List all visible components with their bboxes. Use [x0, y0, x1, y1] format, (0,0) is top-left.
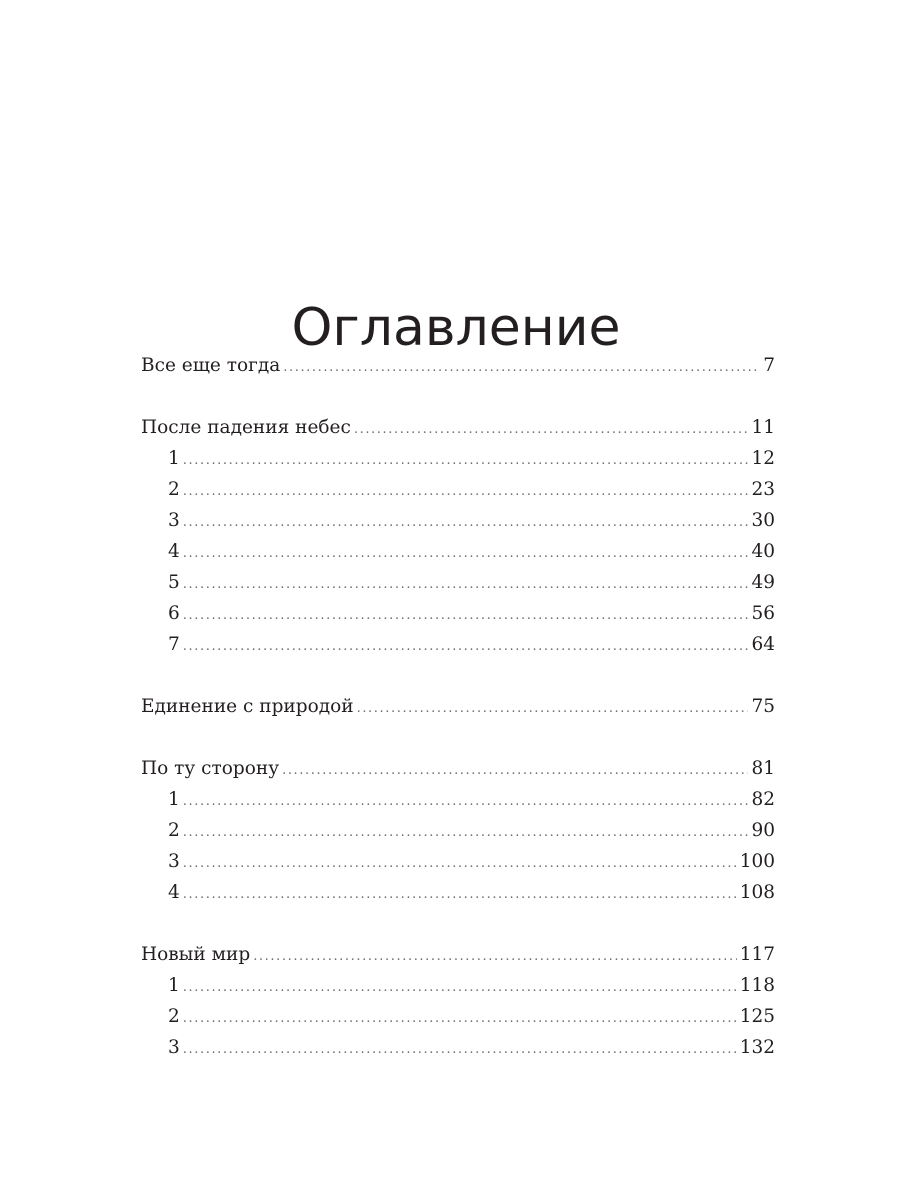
toc-page-number: 108 — [739, 882, 775, 903]
toc-chapter-row[interactable] — [141, 1001, 775, 1032]
dot-leader — [183, 1003, 737, 1034]
dot-leader — [183, 538, 749, 569]
table-of-contents — [141, 350, 775, 1063]
toc-page-number: 64 — [751, 634, 775, 655]
toc-section-row[interactable] — [141, 753, 775, 784]
dot-leader — [357, 693, 749, 724]
toc-section-title: По ту сторону — [141, 758, 280, 779]
toc-chapter-number: 1 — [168, 789, 180, 810]
dot-leader — [282, 755, 748, 786]
dot-leader — [354, 414, 749, 445]
section-spacer — [141, 660, 775, 691]
toc-page-number: 30 — [751, 510, 775, 531]
toc-chapter-row[interactable] — [141, 629, 775, 660]
page-title: Оглавление — [291, 297, 621, 358]
toc-page-number: 82 — [751, 789, 775, 810]
toc-chapter-number: 1 — [168, 975, 180, 996]
dot-leader — [183, 1034, 737, 1065]
toc-chapter-row[interactable] — [141, 536, 775, 567]
dot-leader — [183, 569, 749, 600]
dot-leader — [253, 941, 737, 972]
dot-leader — [283, 352, 760, 383]
toc-chapter-row[interactable] — [141, 598, 775, 629]
toc-section-row[interactable] — [141, 412, 775, 443]
dot-leader — [183, 507, 749, 538]
toc-page-number: 56 — [751, 603, 775, 624]
toc-page-number: 132 — [739, 1037, 775, 1058]
toc-chapter-number: 3 — [168, 510, 180, 531]
toc-chapter-row[interactable] — [141, 877, 775, 908]
toc-chapter-row[interactable] — [141, 970, 775, 1001]
dot-leader — [183, 817, 749, 848]
toc-chapter-number: 3 — [168, 1037, 180, 1058]
toc-chapter-number: 7 — [168, 634, 180, 655]
toc-page-number: 75 — [751, 696, 775, 717]
dot-leader — [183, 600, 749, 631]
toc-page-number: 81 — [751, 758, 775, 779]
toc-page-number: 23 — [751, 479, 775, 500]
toc-section-row[interactable] — [141, 691, 775, 722]
toc-chapter-row[interactable] — [141, 505, 775, 536]
toc-section-row[interactable] — [141, 939, 775, 970]
toc-chapter-number: 6 — [168, 603, 180, 624]
dot-leader — [183, 972, 737, 1003]
dot-leader — [183, 476, 749, 507]
toc-page-number: 90 — [751, 820, 775, 841]
toc-section-title: Все еще тогда — [141, 355, 281, 376]
section-spacer — [141, 722, 775, 753]
toc-chapter-row[interactable] — [141, 567, 775, 598]
toc-chapter-number: 4 — [168, 541, 180, 562]
toc-page-number: 40 — [751, 541, 775, 562]
toc-chapter-row[interactable] — [141, 784, 775, 815]
toc-page-number: 49 — [751, 572, 775, 593]
toc-chapter-number: 2 — [168, 479, 180, 500]
toc-chapter-row[interactable] — [141, 815, 775, 846]
toc-page-number: 125 — [739, 1006, 775, 1027]
toc-section-title: Единение с природой — [141, 696, 354, 717]
section-spacer — [141, 381, 775, 412]
toc-page-number: 100 — [739, 851, 775, 872]
dot-leader — [183, 631, 749, 662]
toc-section-title: После падения небес — [141, 417, 351, 438]
toc-page-number: 12 — [751, 448, 775, 469]
toc-chapter-row[interactable] — [141, 846, 775, 877]
dot-leader — [183, 445, 749, 476]
toc-chapter-number: 1 — [168, 448, 180, 469]
section-spacer — [141, 908, 775, 939]
dot-leader — [183, 848, 737, 879]
toc-page-number: 118 — [739, 975, 775, 996]
toc-chapter-number: 4 — [168, 882, 180, 903]
toc-chapter-number: 2 — [168, 1006, 180, 1027]
toc-chapter-row[interactable] — [141, 1032, 775, 1063]
toc-page-number: 7 — [763, 355, 775, 376]
toc-section-row[interactable] — [141, 350, 775, 381]
toc-section-title: Новый мир — [141, 944, 251, 965]
toc-page-number: 11 — [751, 417, 775, 438]
toc-chapter-number: 2 — [168, 820, 180, 841]
dot-leader — [183, 879, 737, 910]
toc-chapter-row[interactable] — [141, 474, 775, 505]
toc-chapter-number: 5 — [168, 572, 180, 593]
toc-chapter-row[interactable] — [141, 443, 775, 474]
toc-page-number: 117 — [739, 944, 775, 965]
dot-leader — [183, 786, 749, 817]
toc-chapter-number: 3 — [168, 851, 180, 872]
